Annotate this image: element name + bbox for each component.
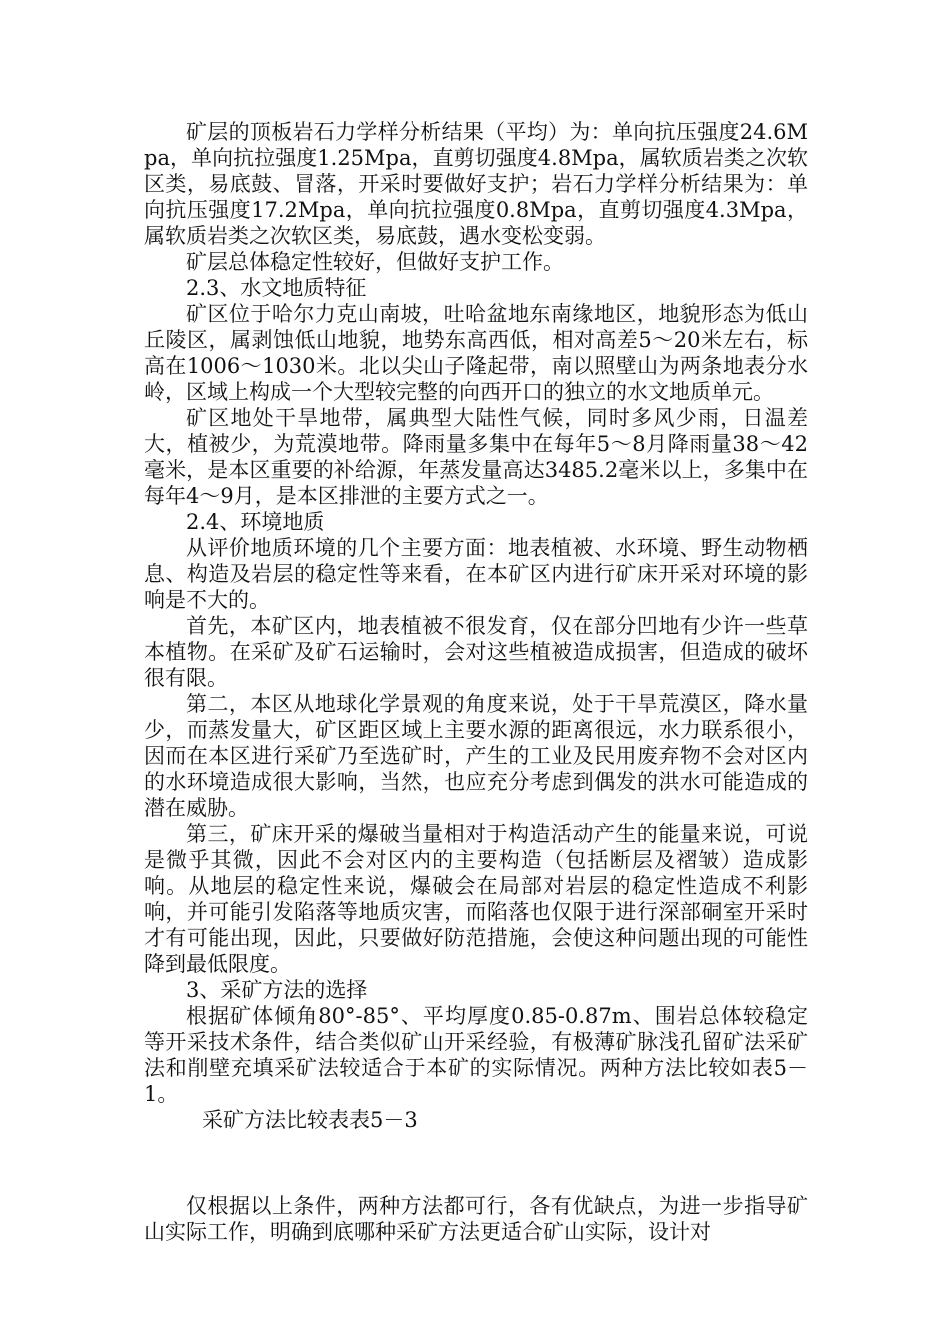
paragraph-rock-mechanics: 矿层的顶板岩石力学样分析结果（平均）为：单向抗压强度24.6Mpa，单向抗拉强度1.25Mpa，直剪切强度4.8Mpa，属软质岩类之次软区类，易底鼓、冒落，开采时要做好支护；岩石力学样分析结果为：单向抗压强度17.2Mpa，单向抗拉强度0.8Mpa，直剪切强度4.3Mpa，属软质岩类之次软区类，易底鼓，遇水变松变弱。 [144,120,808,248]
paragraph-stability: 矿层总体稳定性较好，但做好支护工作。 [186,250,564,274]
table-placeholder [144,1133,808,1193]
heading-environment: 2.4、环境地质 [186,510,325,534]
heading-mining-method: 3、采矿方法的选择 [186,978,368,1002]
paragraph-location: 矿区位于哈尔力克山南坡，吐哈盆地东南缘地区，地貌形态为低山丘陵区，属剥蚀低山地貌，地势东高西低，相对高差5～20米左右，标高在1006～1030米。北以尖山子隆起带，南以照壁山为两条地表分水岭，区域上构成一个大型较完整的向西开口的独立的水文地质单元。 [144,302,808,404]
paragraph-water-environment: 第二，本区从地球化学景观的角度来说，处于干旱荒漠区，降水量少，而蒸发量大，矿区距区域上主要水源的距离很远，水力联系很小，因而在本区进行采矿乃至选矿时，产生的工业及民用废弃物不会对区内的水环境造成很大影响，当然，也应充分考虑到偶发的洪水可能造成的潜在威胁。 [144,692,808,820]
paragraph-method-selection: 根据矿体倾角80°-85°、平均厚度0.85-0.87m、围岩总体较稳定等开采技术条件，结合类似矿山开采经验，有极薄矿脉浅孔留矿法采矿法和削壁充填采矿法较适合于本矿的实际情况。两种方法比较如表5－1。 [144,1004,808,1106]
paragraph-environment-overview: 从评价地质环境的几个主要方面：地表植被、水环境、野生动物栖息、构造及岩层的稳定性等来看，在本矿区内进行矿床开采对环境的影响是不大的。 [144,536,808,612]
heading-hydrogeology: 2.3、水文地质特征 [186,276,367,300]
document-page [144,119,808,1245]
paragraph-blasting: 第三，矿床开采的爆破当量相对于构造活动产生的能量来说，可说是微乎其微，因此不会对区内的主要构造（包括断层及褶皱）造成影响。从地层的稳定性来说，爆破会在局部对岩层的稳定性造成不利影响，并可能引发陷落等地质灾害，而陷落也仅限于进行深部硐室开采时才有可能出现，因此，只要做好防范措施，会使这种问题出现的可能性降到最低限度。 [144,822,808,976]
paragraph-vegetation: 首先，本矿区内，地表植被不很发育，仅在部分凹地有少许一些草本植物。在采矿及矿石运输时，会对这些植被造成损害，但造成的破坏很有限。 [144,614,808,690]
paragraph-conclusion: 仅根据以上条件，两种方法都可行，各有优缺点，为进一步指导矿山实际工作，明确到底哪种采矿方法更适合矿山实际，设计对 [144,1194,808,1244]
paragraph-climate: 矿区地处干旱地带，属典型大陆性气候，同时多风少雨，日温差大，植被少，为荒漠地带。降雨量多集中在每年5～8月降雨量38～42毫米，是本区重要的补给源，年蒸发量高达3485.2毫米以上，多集中在每年4～9月，是本区排泄的主要方式之一。 [144,406,808,508]
table-caption: 采矿方法比较表表5－3 [202,1108,418,1132]
